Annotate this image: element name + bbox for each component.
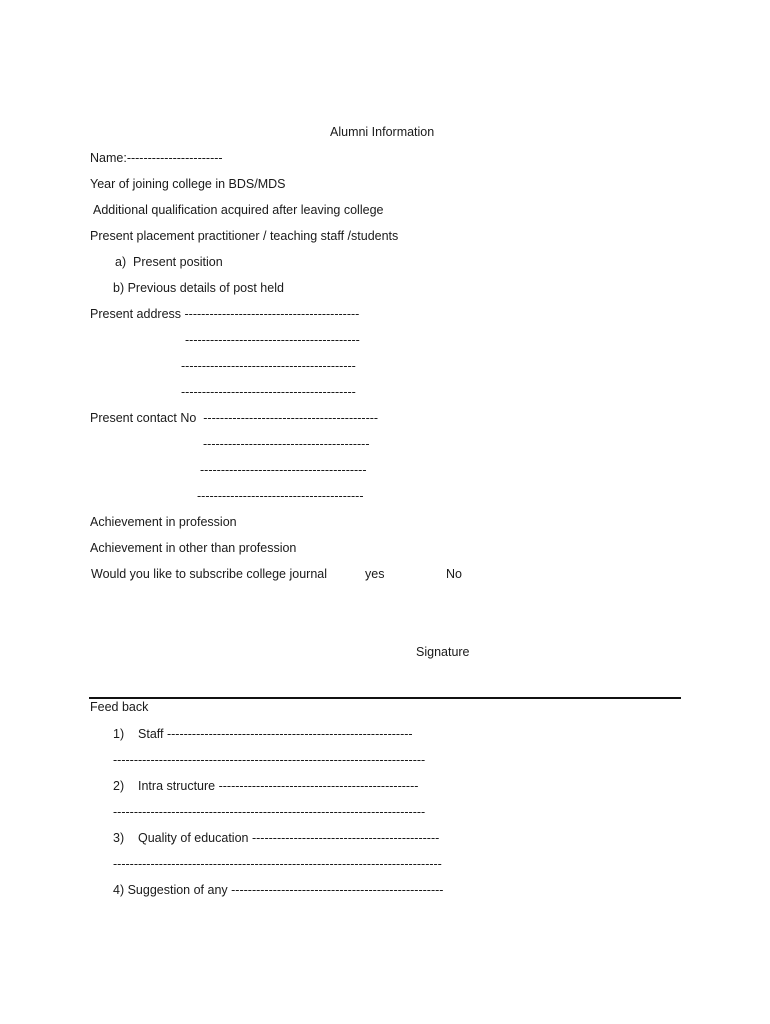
page-title: Alumni Information xyxy=(330,125,435,139)
name-field-label: Name:----------------------- xyxy=(90,151,223,165)
contact-line: ---------------------------------------- xyxy=(203,437,370,451)
feedback-intra-structure-label: 2) Intra structure ------------------------------------------------ xyxy=(113,779,419,793)
year-joining-label: Year of joining college in BDS/MDS xyxy=(90,177,286,191)
feedback-staff-line: --------------------------------------------------------------------------- xyxy=(113,753,426,767)
present-contact-label: Present contact No ------------------------------------------ xyxy=(90,411,379,425)
feedback-quality-label: 3) Quality of education --------------------------------------------- xyxy=(113,831,440,845)
feedback-heading: Feed back xyxy=(90,700,149,714)
present-placement-label: Present placement practitioner / teaching staff /students xyxy=(90,229,399,243)
subscribe-yes-option: yes xyxy=(365,567,385,581)
achievement-profession-label: Achievement in profession xyxy=(90,515,237,529)
feedback-quality-line: ------------------------------------------------------------------------------- xyxy=(113,857,442,871)
section-divider xyxy=(89,697,681,699)
subscribe-question: Would you like to subscribe college journal xyxy=(91,567,328,581)
feedback-intra-structure-line: --------------------------------------------------------------------------- xyxy=(113,805,426,819)
present-position-label: a) Present position xyxy=(115,255,223,269)
address-line: ------------------------------------------ xyxy=(181,385,356,399)
address-line: ------------------------------------------ xyxy=(181,359,356,373)
achievement-other-label: Achievement in other than profession xyxy=(90,541,297,555)
contact-line: ---------------------------------------- xyxy=(200,463,367,477)
subscribe-no-option: No xyxy=(446,567,462,581)
contact-line: ---------------------------------------- xyxy=(197,489,364,503)
previous-details-label: b) Previous details of post held xyxy=(113,281,284,295)
additional-qualification-label: Additional qualification acquired after leaving college xyxy=(93,203,384,217)
signature-label: Signature xyxy=(416,645,470,659)
feedback-staff-label: 1) Staff ----------------------------------------------------------- xyxy=(113,727,413,741)
present-address-label: Present address ------------------------------------------ xyxy=(90,307,360,321)
feedback-suggestion-label: 4) Suggestion of any --------------------------------------------------- xyxy=(113,883,444,897)
address-line: ------------------------------------------ xyxy=(185,333,360,347)
